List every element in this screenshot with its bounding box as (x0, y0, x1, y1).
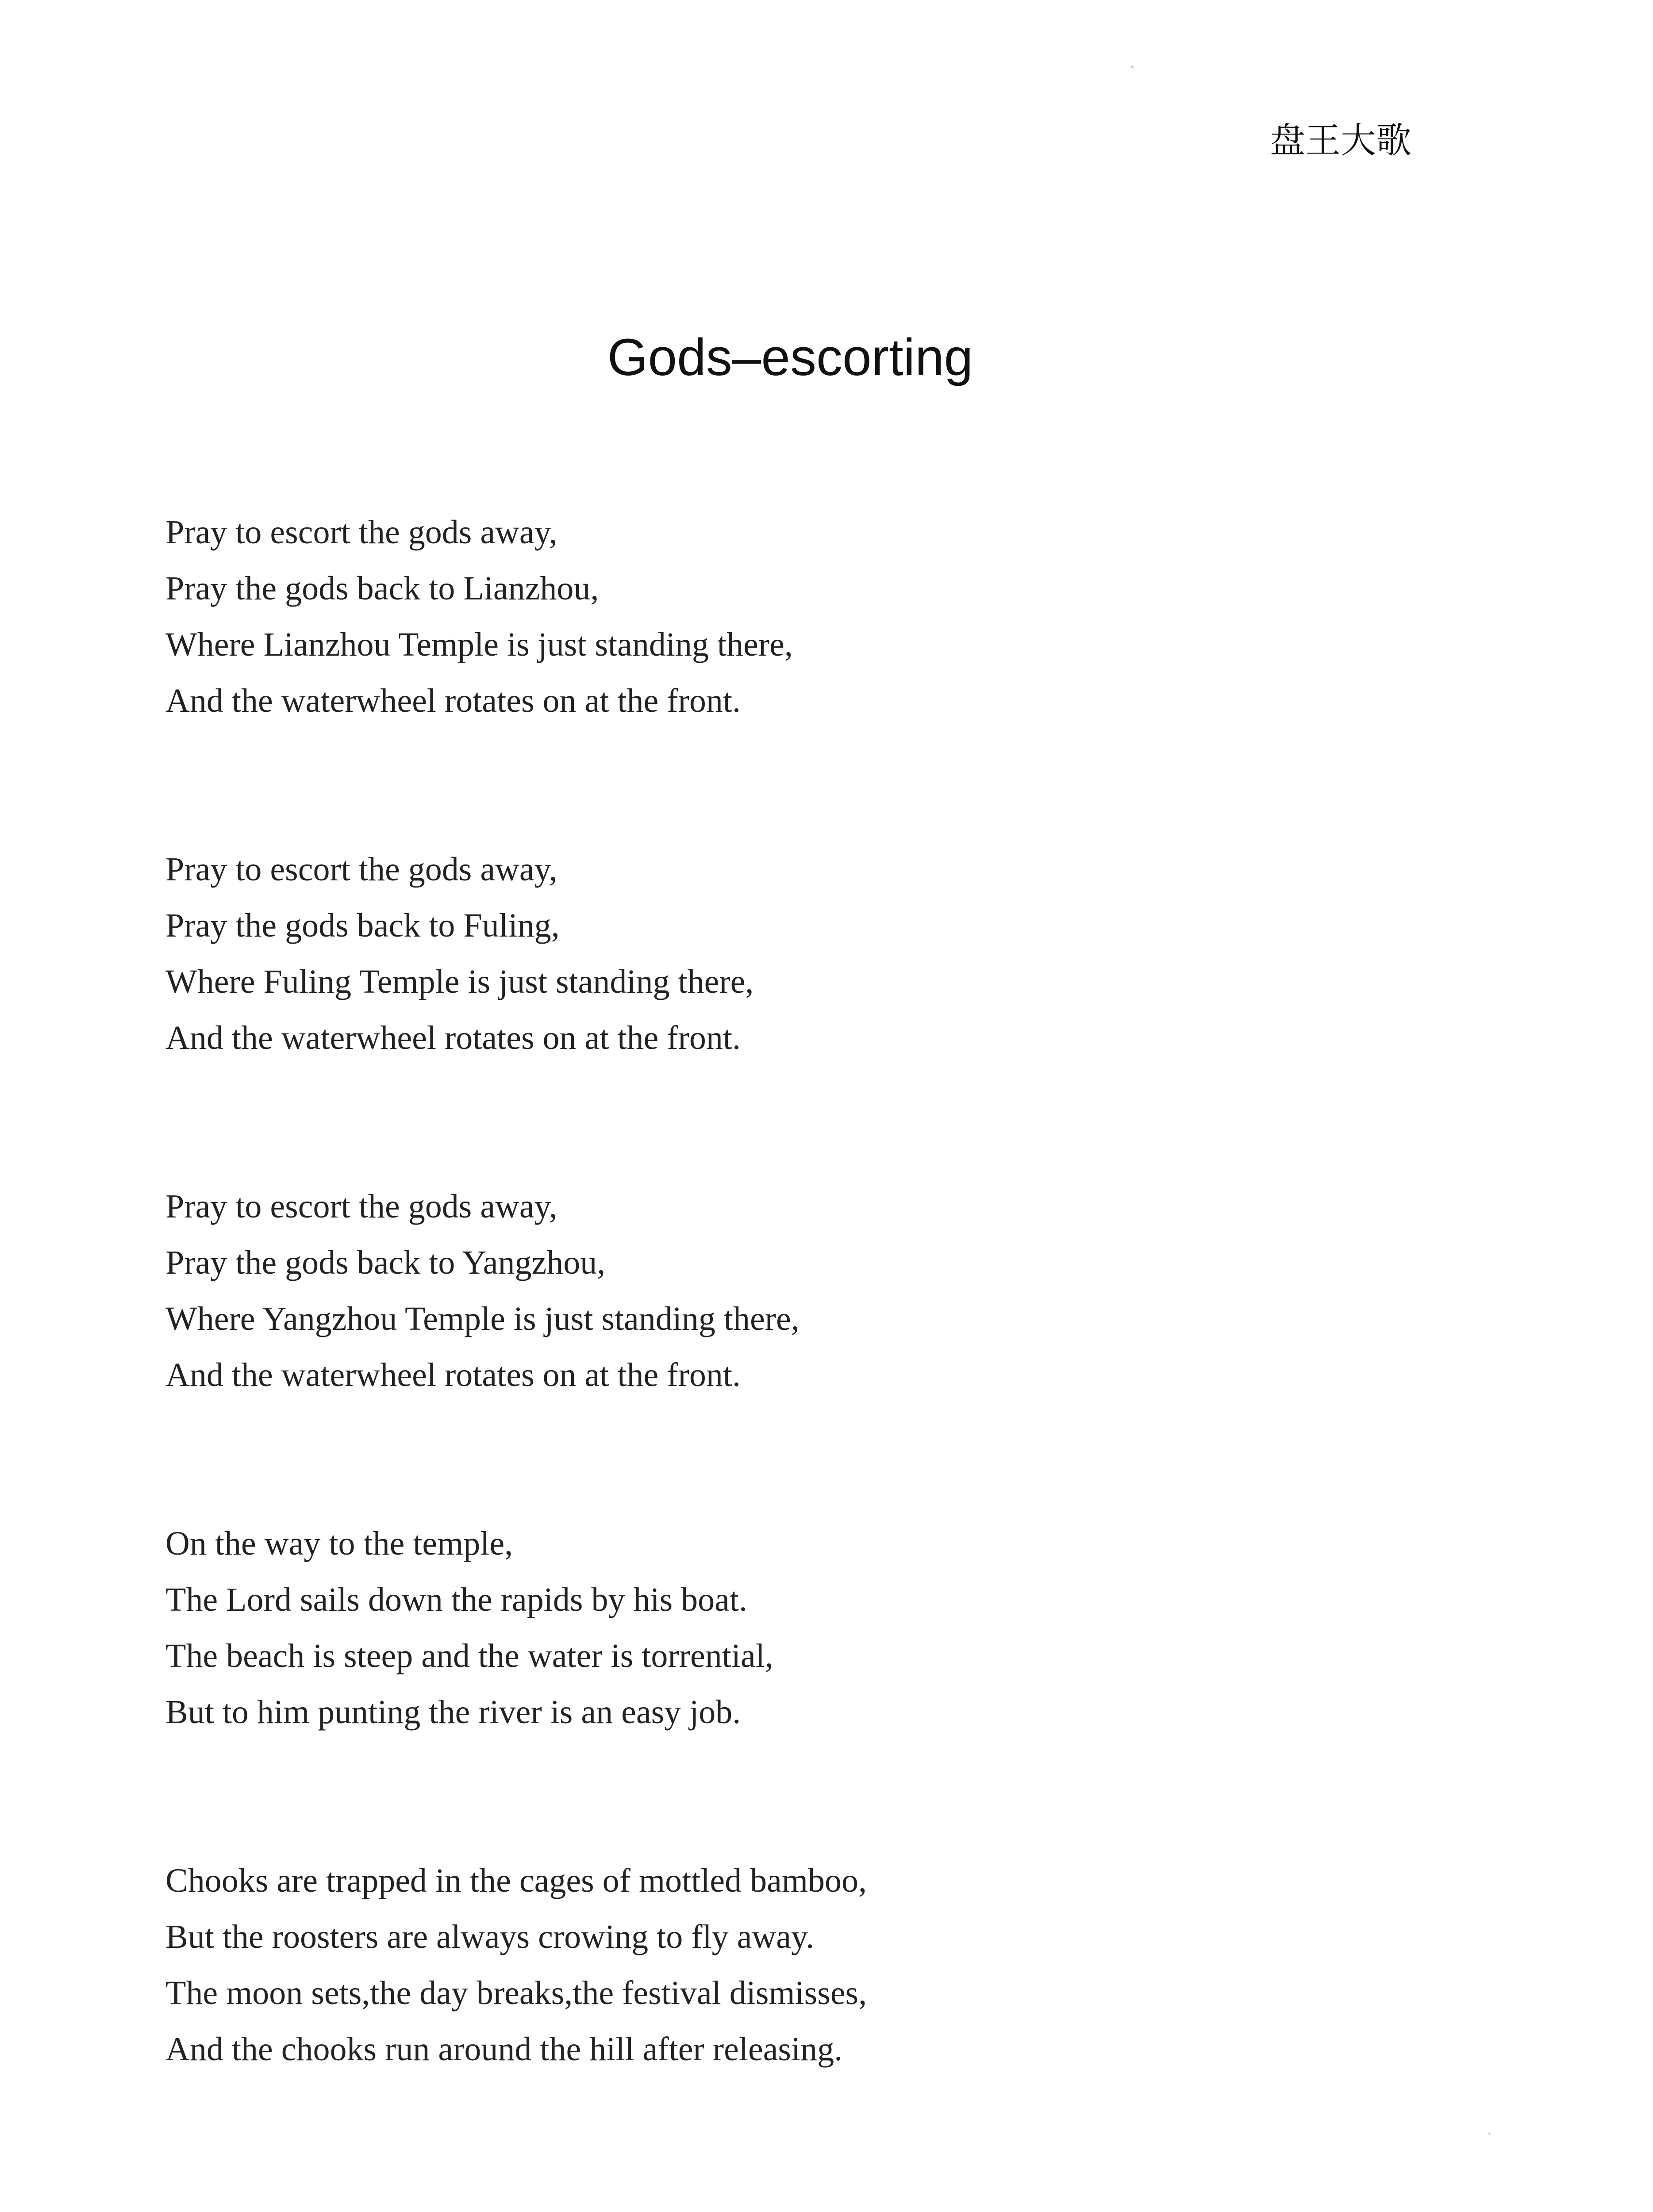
poem-line: Where Yangzhou Temple is just standing there, (165, 1300, 800, 1337)
poem-line: Pray to escort the gods away, (165, 851, 557, 888)
stanza (165, 1853, 1449, 2078)
poem-line: Pray the gods back to Fuling, (165, 907, 560, 944)
poem-line: And the waterwheel rotates on at the front. (165, 1356, 741, 1394)
poem-line: Where Lianzhou Temple is just standing there, (165, 626, 793, 663)
poem-line: On the way to the temple, (165, 1525, 513, 1562)
stanza (165, 1516, 1449, 1740)
poem-line: The moon sets,the day breaks,the festival dismisses, (165, 1974, 867, 2012)
poem-line: And the chooks run around the hill after releasing. (165, 2031, 843, 2068)
stanza (165, 841, 1449, 1066)
poem-line: Chooks are trapped in the cages of mottled bamboo, (165, 1862, 867, 1899)
poem-line: But the roosters are always crowing to fly away. (165, 1918, 815, 1955)
poem-body (165, 504, 1449, 2078)
scan-speck (1131, 65, 1134, 68)
stanza (165, 1179, 1449, 1403)
poem-line: The Lord sails down the rapids by his boat. (165, 1581, 748, 1618)
poem-line: But to him punting the river is an easy job. (165, 1694, 741, 1731)
stanza (165, 504, 1449, 729)
poem-line: Pray to escort the gods away, (165, 514, 557, 551)
poem-line: And the waterwheel rotates on at the front. (165, 682, 741, 719)
poem-line: And the waterwheel rotates on at the front. (165, 1019, 741, 1056)
poem-line: Where Fuling Temple is just standing there, (165, 963, 754, 1000)
poem-line: Pray to escort the gods away, (165, 1188, 557, 1225)
poem-line: Pray the gods back to Yangzhou, (165, 1244, 606, 1281)
running-header: 盘王大歌 (1270, 120, 1411, 161)
poem-line: Pray the gods back to Lianzhou, (165, 570, 599, 607)
poem-title: Gods–escorting (607, 328, 973, 387)
poem-line: The beach is steep and the water is torrential, (165, 1637, 773, 1674)
scan-speck (1488, 2132, 1491, 2135)
